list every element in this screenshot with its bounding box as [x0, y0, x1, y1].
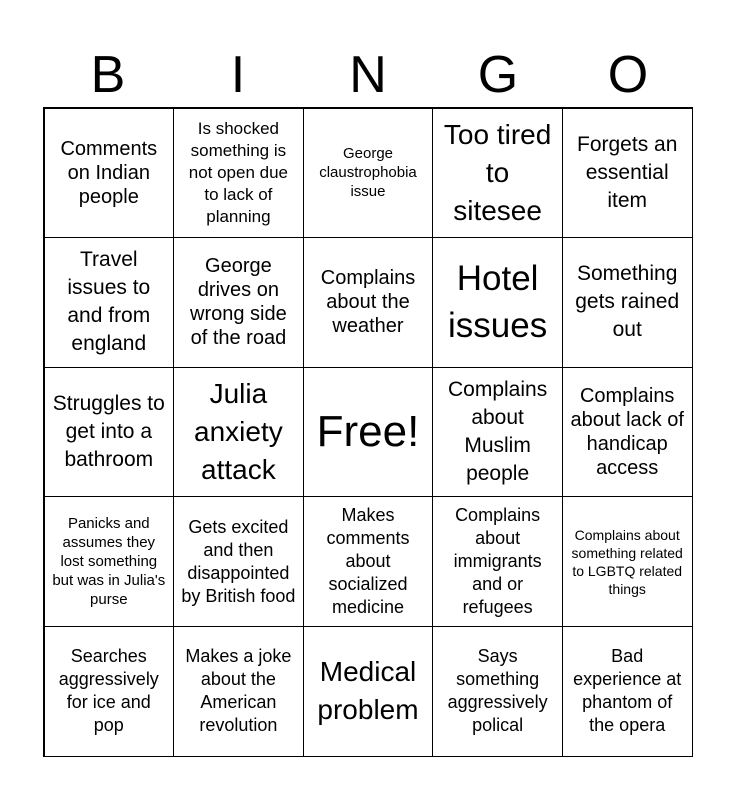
bingo-cell[interactable] [173, 108, 304, 239]
cell-text: George claustrophobia issue [319, 145, 417, 201]
cell-text: Complains about Muslim people [447, 377, 548, 485]
cell-text: Complains about the weather [320, 267, 416, 338]
bingo-cell[interactable] [432, 626, 563, 757]
bingo-cell[interactable] [562, 108, 693, 239]
bingo-cell[interactable] [432, 108, 563, 239]
cell-text: Bad experience at phantom of the opera [573, 646, 682, 736]
bingo-cell[interactable] [562, 367, 693, 498]
bingo-header [43, 44, 693, 106]
cell-text: Hotel issues [447, 259, 548, 346]
cell-text: Says something aggressively polical [447, 646, 548, 736]
cell-text: George drives on wrong side of the road [190, 255, 287, 350]
bingo-cell[interactable] [173, 626, 304, 757]
cell-text: Medical problem [317, 656, 419, 726]
cell-text: Comments on Indian people [60, 137, 158, 208]
bingo-cell[interactable] [562, 626, 693, 757]
bingo-cell[interactable] [173, 237, 304, 368]
header-letter-n: N [349, 46, 387, 104]
bingo-cell[interactable] [44, 108, 175, 239]
cell-text: Makes comments about socialized medicine [326, 505, 410, 618]
header-letter-g: G [477, 46, 519, 104]
bingo-cell[interactable] [303, 237, 434, 368]
bingo-cell[interactable] [432, 496, 563, 627]
bingo-cell-free[interactable] [303, 367, 434, 498]
cell-text: Complains about something related to LGBTQ related things [571, 526, 683, 597]
bingo-grid [43, 107, 693, 757]
bingo-cell[interactable] [562, 237, 693, 368]
bingo-cell[interactable] [44, 496, 175, 627]
bingo-cell[interactable] [303, 626, 434, 757]
cell-text: Travel issues to and from england [67, 248, 151, 356]
cell-text: Searches aggressively for ice and pop [58, 646, 159, 736]
cell-text: Something gets rained out [575, 262, 680, 342]
cell-text: Struggles to get into a bathroom [52, 391, 165, 471]
cell-text: Gets excited and then disappointed by British food [181, 516, 296, 606]
bingo-cell[interactable] [173, 496, 304, 627]
header-letter-b: B [90, 46, 126, 104]
bingo-cell[interactable] [562, 496, 693, 627]
cell-text: Forgets an essential item [577, 132, 678, 212]
bingo-cell[interactable] [303, 108, 434, 239]
cell-text: Is shocked something is not open due to lack of planning [188, 118, 289, 226]
cell-text: Complains about immigrants and or refugees [453, 505, 542, 618]
cell-text: Too tired to sitesee [443, 118, 552, 226]
bingo-cell[interactable] [303, 496, 434, 627]
bingo-cell[interactable] [432, 237, 563, 368]
cell-text: Makes a joke about the American revolution [185, 646, 292, 736]
bingo-cell[interactable] [173, 367, 304, 498]
cell-text: Complains about lack of handicap access [570, 384, 684, 479]
header-letter-o: O [607, 46, 649, 104]
cell-text: Free! [316, 406, 420, 456]
bingo-cell[interactable] [44, 367, 175, 498]
bingo-cell[interactable] [432, 367, 563, 498]
bingo-cell[interactable] [44, 626, 175, 757]
header-letter-i: I [230, 46, 246, 104]
cell-text: Panicks and assumes they lost something but was in Julia's purse [52, 515, 166, 609]
cell-text: Julia anxiety attack [194, 377, 283, 485]
bingo-cell[interactable] [44, 237, 175, 368]
